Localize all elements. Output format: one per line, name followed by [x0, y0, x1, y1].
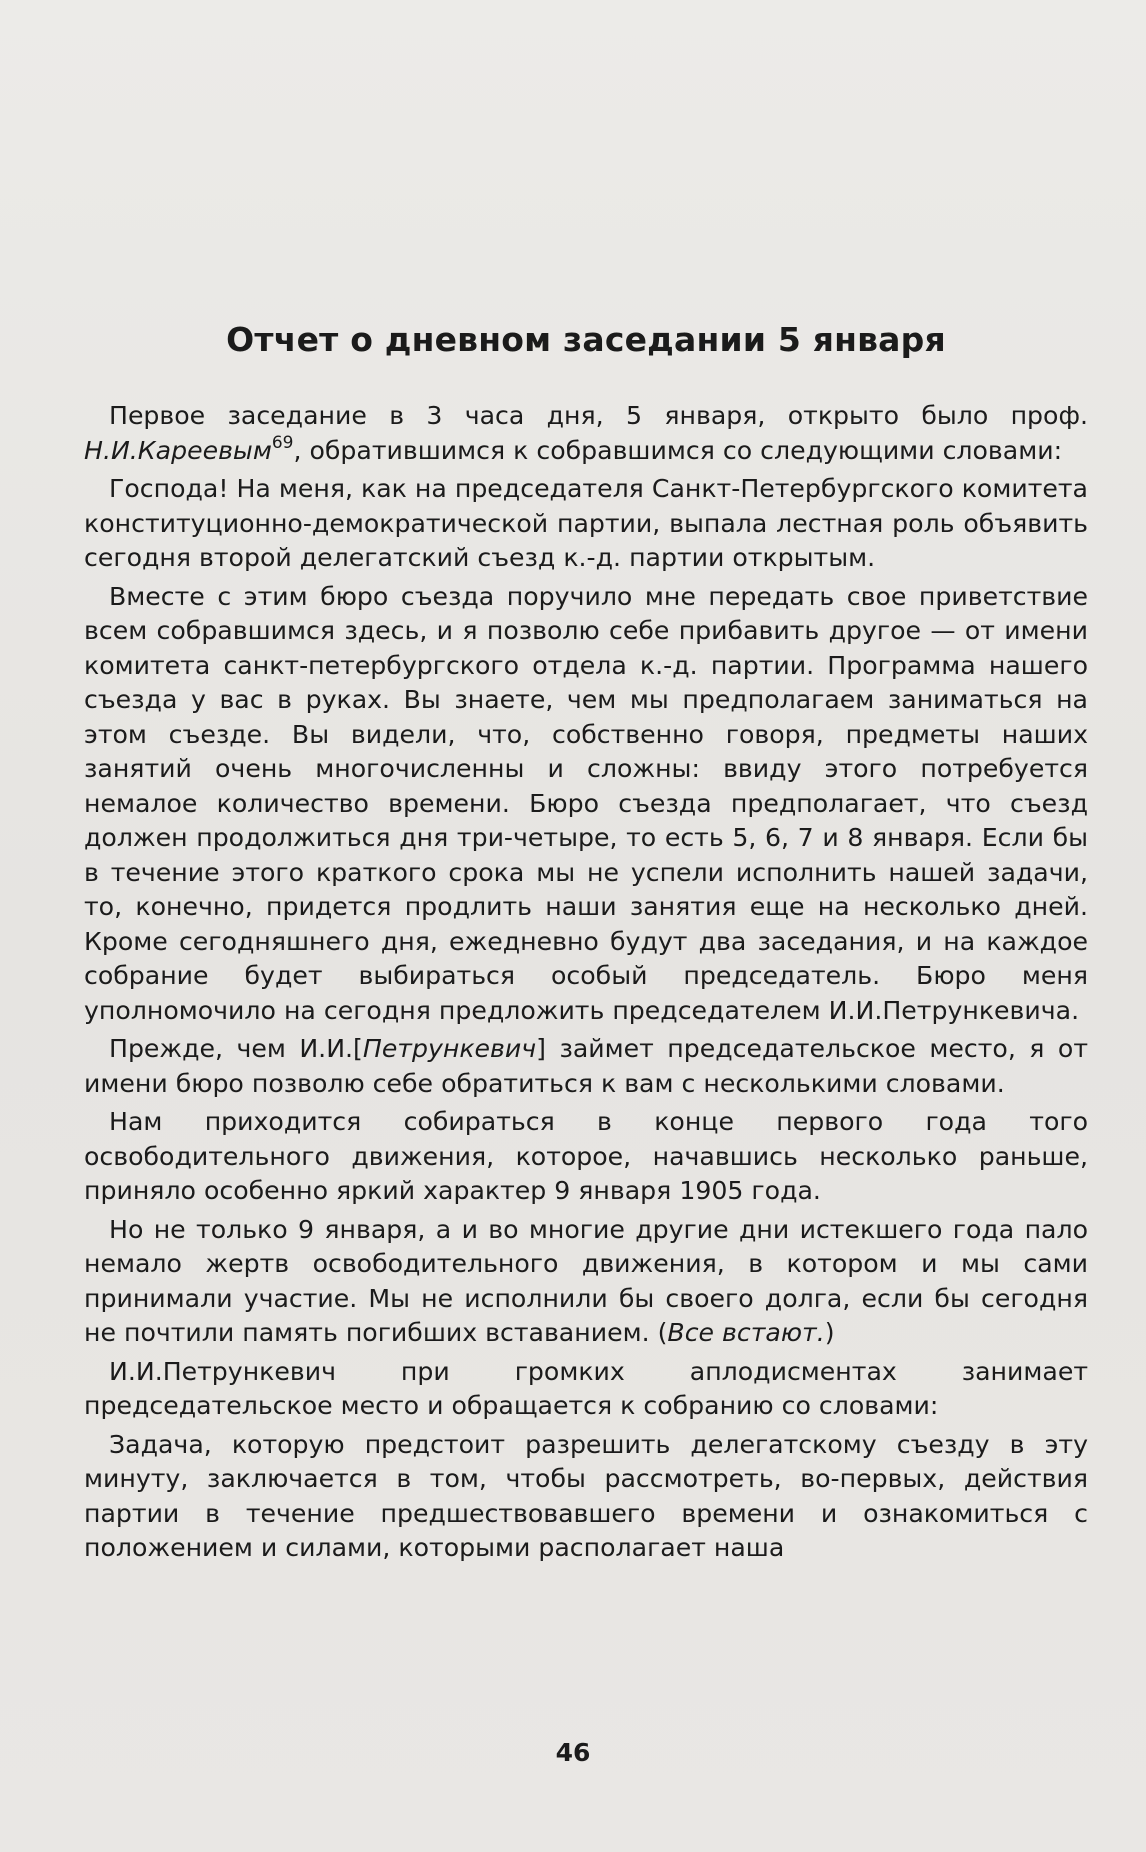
- paragraph-text-end: ] займет председательское место, я от имени бюро позволю себе обратиться к вам с несколькими словами.: [84, 1034, 1088, 1098]
- intro-text-end: , обратившимся к собравшимся со следующими словами:: [293, 435, 1063, 465]
- paragraph: И.И.Петрункевич при громких аплодисментах занимает председательское место и обращается к собранию со словами:: [84, 1356, 1088, 1420]
- page-title: Отчет о дневном заседании 5 января: [226, 320, 946, 359]
- paragraph: Господа! На меня, как на председателя Санкт-Петербургского комитета конституционно-демократической партии, выпала лестная роль объявить сегодня второй делегатский съезд к.-д. партии открытым.: [84, 474, 1088, 572]
- paragraph-memory: [84, 1213, 1088, 1351]
- editorial-insert: Петрункевич: [362, 1034, 537, 1063]
- paragraph: Вместе с этим бюро съезда поручило мне передать свое приветствие всем собравшимся здесь, и я позволю себе прибавить другое — от имени комитета санкт-петербургского отдела к.-д. партии. Программа нашего съезда у вас в руках. Вы знаете, чем мы предполагаем заниматься на этом съезде. Вы видели, что, собственно говоря, предметы наших занятий очень многочисленны и сложны: ввиду этого потребуется немалое количество времени. Бюро съезда предполагает, что съезд должен продолжиться дня три-четыре, то есть 5, 6, 7 и 8 января. Если бы в течение этого краткого срока мы не успели исполнить нашей задачи, то, конечно, придется продлить наши занятия еще на несколько дней. Кроме сегодняшнего дня, ежедневно будут два заседания, и на каждое собрание будет выбираться особый председатель. Бюро меня уполномочило на сегодня предложить председателем И.И.Петрункевича.: [84, 581, 1088, 1025]
- intro-text: Первое заседание в 3 часа дня, 5 января, открыто было проф.: [109, 401, 1088, 430]
- paragraph: Нам приходится собираться в конце первого года того освободительного движения, которое, начавшись несколько раньше, приняло особенно яркий характер 9 января 1905 года.: [84, 1107, 1088, 1205]
- intro-paragraph: [84, 399, 1088, 468]
- paragraph-text: Прежде, чем И.И.[: [109, 1034, 363, 1063]
- stage-remark: Все встают.: [667, 1318, 825, 1347]
- paragraph-text-end: ): [824, 1318, 835, 1347]
- paragraph-text: Но не только 9 января, а и во многие другие дни истекшего года пало немало жертв освободительного движения, в котором и мы сами принимали участие. Мы не исполнили бы своего долга, если бы сегодня не почтили память погибших вставанием. (: [84, 1214, 1088, 1347]
- footnote-ref: 69: [271, 432, 294, 453]
- speaker-name: Н.И.Кареевым: [84, 435, 272, 465]
- paragraph: Задача, которую предстоит разрешить делегатскому съезду в эту минуту, заключается в том, чтобы рассмотреть, во-первых, действия партии в течение предшествовавшего времени и ознакомиться с положением и силами, которыми располагает наша: [84, 1429, 1088, 1562]
- page-content: [84, 320, 1088, 1566]
- page-number: 46: [555, 1738, 591, 1767]
- paragraph-petrunkevich: [84, 1032, 1088, 1101]
